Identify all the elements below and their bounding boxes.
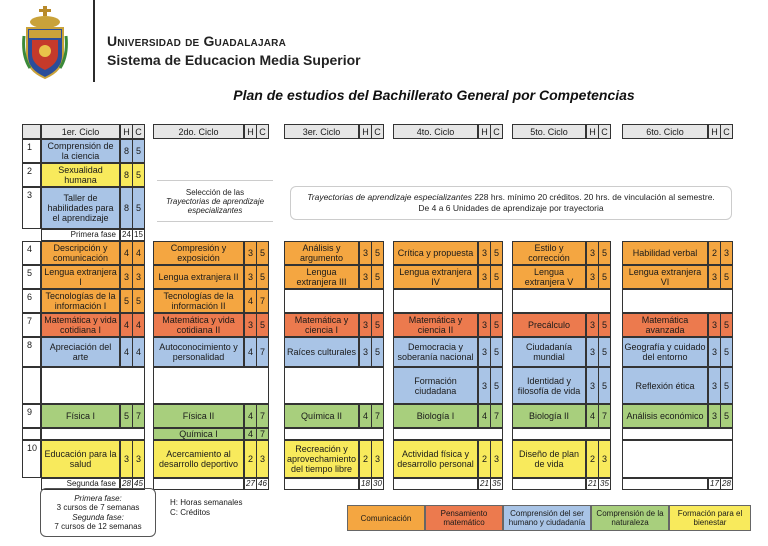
legend-comprension-ser: Comprensión del ser humano y ciudadanía: [503, 505, 591, 531]
course-hours: 3: [708, 337, 721, 367]
course-credits: 5: [490, 367, 503, 404]
course-name: Física I: [41, 404, 120, 428]
course-hours: 3: [244, 265, 257, 289]
hours-header: H: [120, 124, 133, 139]
course-hours: 2: [359, 440, 372, 478]
trajectory-note-title: Trayectorias de aprendizaje especializantes: [307, 192, 472, 202]
system-name: Sistema de Educacion Media Superior: [107, 52, 361, 68]
course-credits: 5: [132, 187, 145, 229]
phase-legend-line: 7 cursos de 12 semanas: [54, 522, 142, 531]
course-credits: 4: [132, 313, 145, 337]
cycle-total-hours: 18: [359, 478, 372, 490]
course-name: Matemática y ciencia I: [284, 313, 359, 337]
course-name: Actividad física y desarrollo personal: [393, 440, 478, 478]
row-number-blank: [22, 367, 41, 404]
course-credits: 5: [598, 337, 611, 367]
cycle-header-2: 2do. Ciclo: [153, 124, 244, 139]
course-credits: 5: [490, 241, 503, 265]
course-hours: 3: [478, 337, 491, 367]
empty-cell: [284, 428, 384, 440]
course-credits: 5: [720, 337, 733, 367]
hc-legend-line: H: Horas semanales: [170, 498, 243, 507]
row-number-header: [22, 124, 41, 139]
course-credits: 7: [598, 404, 611, 428]
course-hours: 4: [478, 404, 491, 428]
row-number: 2: [22, 163, 41, 187]
empty-cell: [393, 289, 503, 313]
row-number: 5: [22, 265, 41, 289]
course-hours: 3: [586, 337, 599, 367]
course-credits: 7: [256, 428, 269, 440]
empty-cell: [512, 289, 611, 313]
phase-legend-line: Segunda fase:: [72, 512, 124, 522]
course-hours: 3: [586, 241, 599, 265]
course-name: Acercamiento al desarrollo deportivo: [153, 440, 244, 478]
course-name: Biología II: [512, 404, 586, 428]
course-hours: 3: [359, 241, 372, 265]
course-name: Lengua extranjera III: [284, 265, 359, 289]
selection-note-line: Trayectorias de aprendizaje: [165, 196, 265, 206]
course-hours: 3: [478, 367, 491, 404]
course-name: Educación para la salud: [41, 440, 120, 478]
course-hours: 3: [708, 313, 721, 337]
phase-legend: [40, 488, 156, 537]
row-number: 1: [22, 139, 41, 163]
row-number: 9: [22, 404, 41, 428]
empty-cell: [622, 428, 733, 440]
course-hours: 5: [120, 404, 133, 428]
cycle-total-credits: 28: [720, 478, 733, 490]
course-hours: 8: [120, 163, 133, 187]
second-phase-label: Segunda fase: [41, 478, 120, 490]
course-name: Tecnologías de la información II: [153, 289, 244, 313]
phase-legend-line: Primera fase:: [74, 493, 122, 503]
course-name: Tecnologías de la información I: [41, 289, 120, 313]
course-name: Ciudadanía mundial: [512, 337, 586, 367]
course-hours: 4: [120, 241, 133, 265]
first-phase-label: Primera fase: [41, 229, 120, 241]
legend-comunicacion: Comunicación: [347, 505, 425, 531]
course-credits: 4: [132, 241, 145, 265]
course-hours: 4: [120, 313, 133, 337]
credits-header: C: [598, 124, 611, 139]
course-credits: 3: [720, 241, 733, 265]
empty-cell: [393, 428, 503, 440]
course-credits: 5: [720, 404, 733, 428]
course-credits: 5: [598, 313, 611, 337]
row-number: 3: [22, 187, 41, 229]
course-credits: 5: [132, 289, 145, 313]
course-name: Geografía y cuidado del entorno: [622, 337, 708, 367]
credits-header: C: [490, 124, 503, 139]
course-credits: 5: [371, 265, 384, 289]
course-name: Análisis y argumento: [284, 241, 359, 265]
course-hours: 3: [708, 265, 721, 289]
hours-header: H: [478, 124, 491, 139]
course-credits: 5: [490, 313, 503, 337]
trajectory-note-text: 228 hrs. mínimo 20 créditos. 20 hrs. de vinculación al semestre.: [471, 192, 715, 202]
course-hours: 2: [586, 440, 599, 478]
course-credits: 5: [720, 265, 733, 289]
cycle-header-1: 1er. Ciclo: [41, 124, 120, 139]
selection-note: [157, 180, 273, 222]
row-number-blank: [22, 428, 41, 440]
phase-legend-line: 3 cursos de 7 semanas: [56, 503, 140, 512]
course-hours: 2: [478, 440, 491, 478]
course-credits: 5: [598, 367, 611, 404]
course-hours: 4: [244, 404, 257, 428]
course-name: Apreciación del arte: [41, 337, 120, 367]
second-phase-hours: 28: [120, 478, 133, 490]
credits-header: C: [132, 124, 145, 139]
course-hours: 3: [244, 241, 257, 265]
course-credits: 5: [132, 163, 145, 187]
course-name: Recreación y aprovechamiento del tiempo libre: [284, 440, 359, 478]
cycle-header-6: 6to. Ciclo: [622, 124, 708, 139]
trajectory-note: [290, 186, 732, 220]
course-name: Compresión y exposición: [153, 241, 244, 265]
course-credits: 4: [132, 337, 145, 367]
cycle-header-3: 3er. Ciclo: [284, 124, 359, 139]
hc-legend: [170, 498, 242, 518]
cycle-total-credits: 46: [256, 478, 269, 490]
cycle-total-credits: 35: [598, 478, 611, 490]
phase-total-blank: [622, 478, 708, 490]
course-hours: 3: [359, 337, 372, 367]
course-hours: 3: [120, 440, 133, 478]
cycle-total-hours: 21: [478, 478, 491, 490]
course-name: Lengua extranjera VI: [622, 265, 708, 289]
course-hours: 8: [120, 187, 133, 229]
course-name: Precálculo: [512, 313, 586, 337]
cycle-total-hours: 17: [708, 478, 721, 490]
course-credits: 7: [256, 337, 269, 367]
course-name: Diseño de plan de vida: [512, 440, 586, 478]
row-number: 7: [22, 313, 41, 337]
empty-cell: [622, 440, 733, 478]
first-phase-hours: 24: [120, 229, 133, 241]
empty-cell: [41, 428, 145, 440]
course-hours: 3: [708, 367, 721, 404]
course-hours: 4: [244, 428, 257, 440]
course-name: Democracia y soberanía nacional: [393, 337, 478, 367]
course-name: Raíces culturales: [284, 337, 359, 367]
row-number: 10: [22, 440, 41, 478]
course-name: Lengua extranjera II: [153, 265, 244, 289]
course-name: Sexualidad humana: [41, 163, 120, 187]
empty-cell: [622, 289, 733, 313]
course-credits: 5: [598, 241, 611, 265]
cycle-header-4: 4to. Ciclo: [393, 124, 478, 139]
course-name: Descripción y comunicación: [41, 241, 120, 265]
first-phase-credits: 15: [132, 229, 145, 241]
course-name: Matemática y ciencia II: [393, 313, 478, 337]
course-credits: 5: [256, 313, 269, 337]
course-hours: 3: [478, 265, 491, 289]
course-credits: 5: [371, 337, 384, 367]
cycle-header-5: 5to. Ciclo: [512, 124, 586, 139]
course-name: Lengua extranjera IV: [393, 265, 478, 289]
legend-naturaleza: Comprensión de la naturaleza: [591, 505, 669, 531]
course-name: Matemática y vida cotidiana II: [153, 313, 244, 337]
cycle-total-hours: 27: [244, 478, 257, 490]
course-credits: 3: [598, 440, 611, 478]
empty-cell: [153, 367, 269, 404]
course-name: Formación ciudadana: [393, 367, 478, 404]
course-hours: 3: [359, 265, 372, 289]
course-credits: 7: [490, 404, 503, 428]
empty-cell: [284, 367, 384, 404]
legend-pensamiento: Pensamiento matemático: [425, 505, 503, 531]
course-credits: 7: [256, 289, 269, 313]
course-hours: 8: [120, 139, 133, 163]
credits-header: C: [720, 124, 733, 139]
row-number: 6: [22, 289, 41, 313]
course-hours: 4: [244, 337, 257, 367]
course-credits: 3: [132, 265, 145, 289]
course-credits: 3: [256, 440, 269, 478]
course-hours: 5: [120, 289, 133, 313]
phase-total-blank: [512, 478, 586, 490]
trajectory-note-line2: De 4 a 6 Unidades de aprendizaje por trayectoria: [418, 203, 604, 213]
course-name: Identidad y filosofía de vida: [512, 367, 586, 404]
course-credits: 7: [256, 404, 269, 428]
course-credits: 5: [256, 241, 269, 265]
course-credits: 7: [371, 404, 384, 428]
course-credits: 5: [720, 313, 733, 337]
selection-note-line: especializantes: [187, 205, 243, 215]
second-phase-credits: 45: [132, 478, 145, 490]
hours-header: H: [708, 124, 721, 139]
hours-header: H: [244, 124, 257, 139]
course-hours: 4: [586, 404, 599, 428]
course-credits: 5: [490, 337, 503, 367]
row-number: 4: [22, 241, 41, 265]
course-credits: 7: [132, 404, 145, 428]
credits-header: C: [371, 124, 384, 139]
course-name: Reflexión ética: [622, 367, 708, 404]
hc-legend-line: C: Créditos: [170, 508, 211, 517]
hours-header: H: [359, 124, 372, 139]
course-name: Lengua extranjera V: [512, 265, 586, 289]
phase-total-blank: [153, 478, 244, 490]
course-credits: 3: [490, 440, 503, 478]
course-credits: 5: [371, 241, 384, 265]
course-hours: 3: [586, 367, 599, 404]
course-name: Física II: [153, 404, 244, 428]
cycle-total-credits: 30: [371, 478, 384, 490]
course-hours: 3: [586, 313, 599, 337]
course-name: Matemática avanzada: [622, 313, 708, 337]
legend-formacion: Formación para el bienestar: [669, 505, 751, 531]
course-credits: 5: [256, 265, 269, 289]
phase-total-blank: [284, 478, 359, 490]
course-name: Matemática y vida cotidiana I: [41, 313, 120, 337]
course-hours: 2: [708, 241, 721, 265]
course-name: Autoconocimiento y personalidad: [153, 337, 244, 367]
phase-total-blank: [393, 478, 478, 490]
course-credits: 5: [598, 265, 611, 289]
course-name: Habilidad verbal: [622, 241, 708, 265]
empty-cell: [41, 367, 145, 404]
course-credits: 3: [371, 440, 384, 478]
course-name: Biología I: [393, 404, 478, 428]
empty-cell: [512, 428, 611, 440]
course-name: Taller de habilidades para el aprendizaje: [41, 187, 120, 229]
course-credits: 5: [132, 139, 145, 163]
course-name: Química I: [153, 428, 244, 440]
cycle-total-credits: 35: [490, 478, 503, 490]
course-hours: 3: [120, 265, 133, 289]
cycle-total-hours: 21: [586, 478, 599, 490]
course-hours: 3: [359, 313, 372, 337]
course-name: Análisis económico: [622, 404, 708, 428]
course-name: Estilo y corrección: [512, 241, 586, 265]
credits-header: C: [256, 124, 269, 139]
course-hours: 4: [120, 337, 133, 367]
course-hours: 3: [478, 241, 491, 265]
course-credits: 5: [371, 313, 384, 337]
course-name: Lengua extranjera I: [41, 265, 120, 289]
course-hours: 3: [244, 313, 257, 337]
course-hours: 3: [586, 265, 599, 289]
empty-cell: [284, 289, 384, 313]
course-credits: 5: [490, 265, 503, 289]
selection-note-line: Selección de las: [185, 187, 245, 197]
university-name: Universidad de Guadalajara: [107, 33, 286, 49]
course-name: Química II: [284, 404, 359, 428]
course-credits: 3: [132, 440, 145, 478]
course-credits: 5: [720, 367, 733, 404]
plan-title: Plan de estudios del Bachillerato General por Competencias: [233, 87, 635, 103]
course-name: Comprensión de la ciencia: [41, 139, 120, 163]
hours-header: H: [586, 124, 599, 139]
course-hours: 4: [244, 289, 257, 313]
course-hours: 3: [478, 313, 491, 337]
course-name: Crítica y propuesta: [393, 241, 478, 265]
course-hours: 4: [359, 404, 372, 428]
course-hours: 2: [244, 440, 257, 478]
course-hours: 3: [708, 404, 721, 428]
row-number: 8: [22, 337, 41, 367]
